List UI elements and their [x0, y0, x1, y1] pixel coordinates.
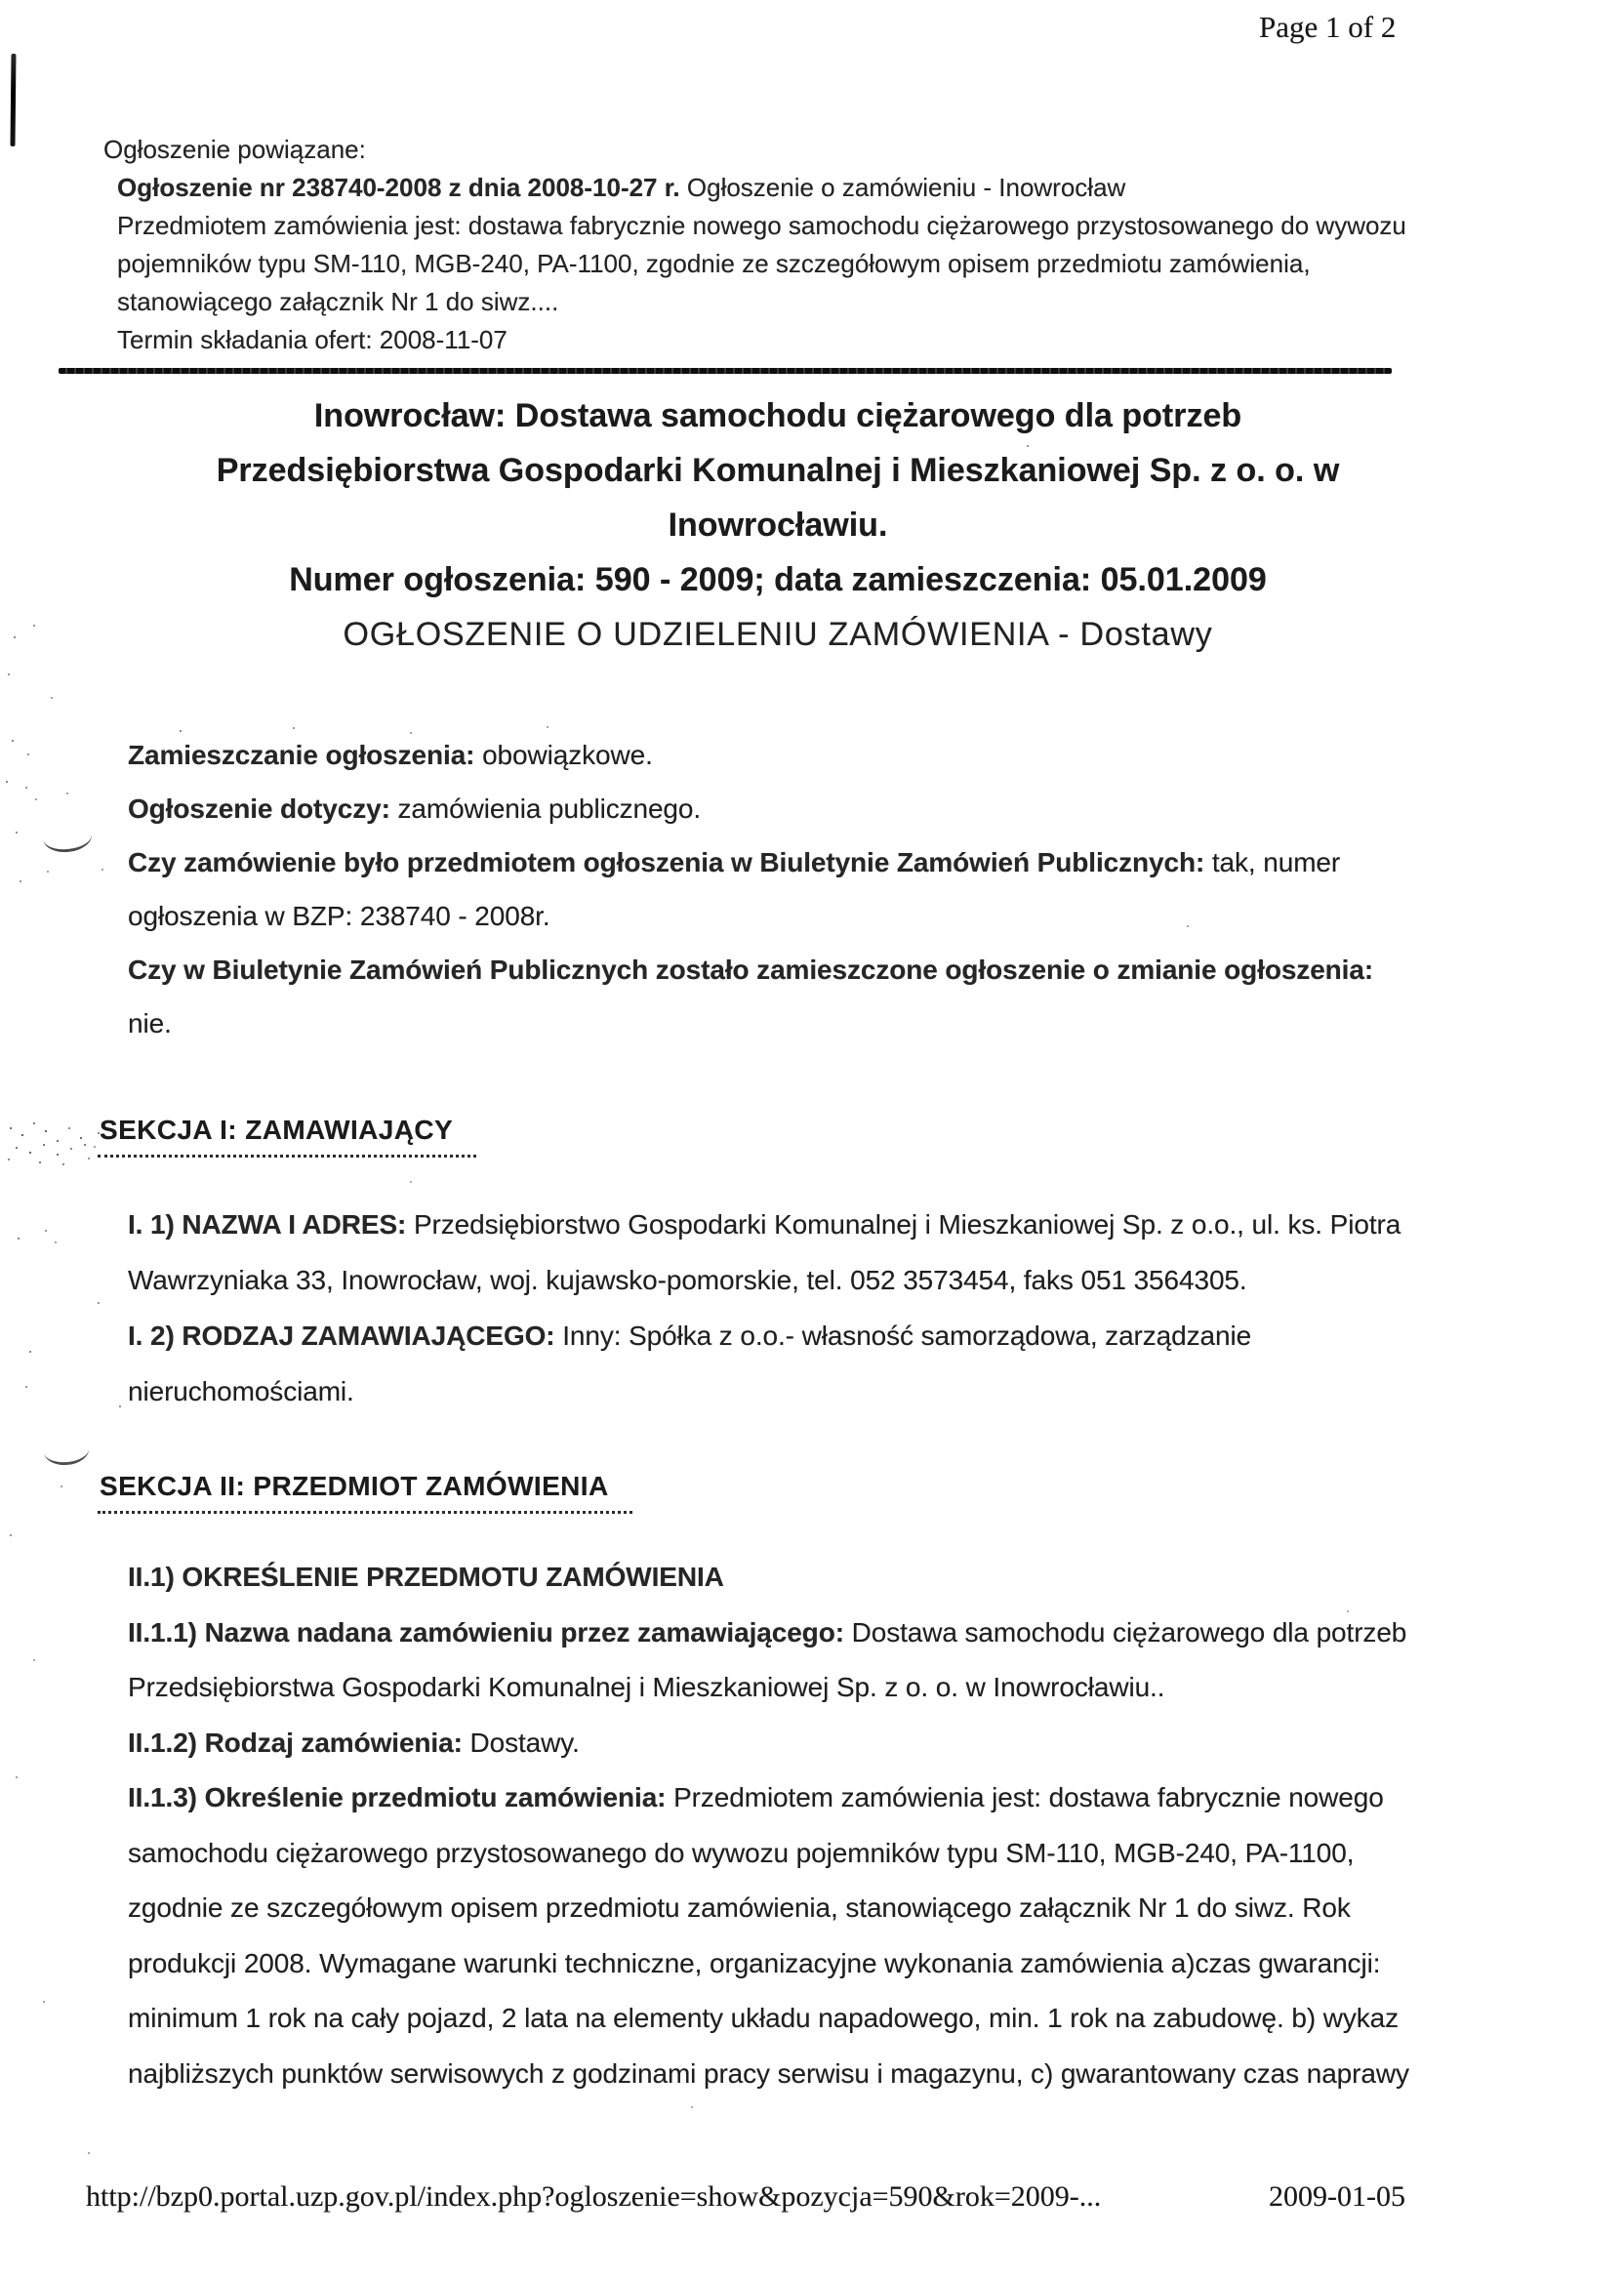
field-value: minimum 1 rok na cały pojazd, 2 lata na elementy układu napadowego, min. 1 rok na zabudowę. b) wykaz	[128, 2003, 1400, 2033]
section2-line	[128, 1716, 1494, 1771]
section1-line	[128, 1197, 1494, 1252]
title-line: Inowrocław: Dostawa samochodu ciężarowego dla potrzeb	[313, 397, 1242, 434]
section2-line	[128, 1770, 1494, 1826]
meta-line	[128, 728, 1494, 782]
section1-line	[128, 1308, 1494, 1363]
announcement-type-line: OGŁOSZENIE O UDZIELENIU ZAMÓWIENIA - Dostawy	[343, 616, 1213, 653]
field-value: Dostawa samochodu ciężarowego dla potrzeb	[843, 1616, 1407, 1647]
section2-line	[128, 1881, 1494, 1936]
section1-line	[128, 1363, 1494, 1419]
field-label: II.1.2) Rodzaj zamówienia:	[128, 1727, 463, 1758]
related-line	[117, 169, 1470, 207]
page-number: Page 1 of 2	[1259, 10, 1397, 44]
field-value: Wawrzyniaka 33, Inowrocław, woj. kujawsko-pomorskie, tel. 052 3573454, faks 051 3564305.	[128, 1265, 1247, 1295]
footer-date: 2009-01-05	[1269, 2180, 1405, 2213]
section2-heading: SEKCJA II: PRZEDMIOT ZAMÓWIENIA	[98, 1469, 632, 1514]
section1-body	[128, 1197, 1494, 1419]
field-value: Przedsiębiorstwo Gospodarki Komunalnej i Mieszkaniowej Sp. z o.o., ul. ks. Piotra	[406, 1209, 1401, 1240]
meta-label: Czy zamówienie było przedmiotem ogłoszenia w Biuletynie Zamówień Publicznych:	[128, 847, 1205, 877]
meta-value: obowiązkowe.	[474, 740, 653, 770]
meta-line	[128, 997, 1494, 1050]
field-value: produkcji 2008. Wymagane warunki techniczne, organizacyjne wykonania zamówienia a)czas gwarancji:	[128, 1947, 1381, 1978]
field-label: II.1.1) Nazwa nadana zamówieniu przez zamawiającego:	[128, 1616, 844, 1647]
field-value: Przedmiotem zamówienia jest: dostawa fabrycznie nowego	[666, 1782, 1384, 1812]
meta-label: Czy w Biuletynie Zamówień Publicznych zostało zamieszczone ogłoszenie o zmianie ogłoszenia:	[128, 955, 1374, 985]
section1-line	[128, 1252, 1494, 1308]
footer-url: http://bzp0.portal.uzp.gov.pl/index.php?ogloszenie=show&pozycja=590&rok=2009-...	[86, 2180, 1102, 2213]
scan-artifact-vertical-line	[11, 54, 17, 146]
section1-heading: SEKCJA I: ZAMAWIAJĄCY	[98, 1113, 476, 1158]
section2-line	[128, 1550, 1494, 1606]
related-line	[117, 283, 1470, 321]
meta-line	[128, 889, 1494, 943]
related-line-text: Przedmiotem zamówienia jest: dostawa fabrycznie nowego samochodu ciężarowego przystosowanego do wywozu	[117, 211, 1406, 240]
related-announcement-ref: Ogłoszenie nr 238740-2008 z dnia 2008-10-27 r.	[117, 173, 680, 202]
field-value: zgodnie ze szczegółowym opisem przedmiotu zamówienia, stanowiącego załącznik Nr 1 do siwz. Rok	[128, 1892, 1351, 1923]
meta-line	[128, 835, 1494, 889]
related-announcement-block	[103, 131, 1470, 359]
section2-line	[128, 1936, 1494, 1992]
field-value: Przedsiębiorstwa Gospodarki Komunalnej i Mieszkaniowej Sp. z o. o. w Inowrocławiu..	[128, 1672, 1165, 1702]
related-line-text: pojemników typu SM-110, MGB-240, PA-1100, zgodnie ze szczegółowym opisem przedmiotu zamówienia,	[117, 249, 1311, 278]
page-footer	[86, 2180, 1405, 2214]
related-deadline	[117, 321, 1470, 359]
related-announcement-ref-rest: Ogłoszenie o zamówieniu - Inowrocław	[679, 173, 1126, 202]
title-line: Przedsiębiorstwa Gospodarki Komunalnej i Mieszkaniowej Sp. z o. o. w	[216, 452, 1340, 489]
meta-value: ogłoszenia w BZP: 238740 - 2008r.	[128, 901, 550, 931]
field-value: nieruchomościami.	[128, 1376, 354, 1406]
field-label: I. 1) NAZWA I ADRES:	[128, 1209, 407, 1240]
related-label: Ogłoszenie powiązane:	[103, 135, 366, 164]
field-value: najbliższych punktów serwisowych z godzinami pracy serwisu i magazynu, c) gwarantowany czas naprawy	[128, 2057, 1409, 2089]
document-title-block	[98, 388, 1458, 662]
related-announcement-details	[103, 169, 1470, 359]
scan-artifact-arc	[43, 1435, 90, 1467]
related-deadline-text: Termin składania ofert: 2008-11-07	[117, 325, 508, 354]
meta-value: nie.	[128, 1008, 172, 1038]
related-line	[117, 207, 1470, 245]
scan-artifact-arc	[42, 819, 94, 854]
meta-label: Zamieszczanie ogłoszenia:	[128, 740, 475, 770]
scan-artifact-speckles	[0, 0, 2, 2]
field-label: II.1.3) Określenie przedmiotu zamówienia:	[128, 1782, 667, 1812]
field-value: Inny: Spółka z o.o.- własność samorządowa, zarządzanie	[554, 1321, 1252, 1351]
section2-line	[128, 2047, 1494, 2102]
field-value: Dostawy.	[462, 1727, 580, 1758]
field-label: II.1) OKREŚLENIE PRZEDMOTU ZAMÓWIENIA	[128, 1562, 724, 1592]
related-line	[117, 245, 1470, 283]
related-line-text: stanowiącego załącznik Nr 1 do siwz....	[117, 287, 559, 316]
field-label: I. 2) RODZAJ ZAMAWIAJĄCEGO:	[128, 1321, 555, 1351]
meta-line	[128, 782, 1494, 835]
section2-line	[128, 1826, 1494, 1882]
announcement-meta-block	[128, 728, 1494, 1050]
field-value: samochodu ciężarowego przystosowanego do wywozu pojemników typu SM-110, MGB-240, PA-1100,	[128, 1837, 1355, 1868]
section2-line	[128, 1660, 1494, 1716]
title-line: Inowrocławiu.	[668, 507, 888, 544]
meta-label: Ogłoszenie dotyczy:	[128, 793, 390, 824]
meta-value: tak, numer	[1204, 847, 1341, 877]
meta-line	[128, 943, 1494, 997]
announcement-number-line: Numer ogłoszenia: 590 - 2009; data zamieszczenia: 05.01.2009	[289, 561, 1267, 598]
section2-line	[128, 1606, 1494, 1661]
meta-value: zamówienia publicznego.	[389, 793, 702, 824]
section2-line	[128, 1991, 1494, 2047]
separator-line	[59, 368, 1392, 374]
section2-body	[128, 1550, 1494, 2101]
